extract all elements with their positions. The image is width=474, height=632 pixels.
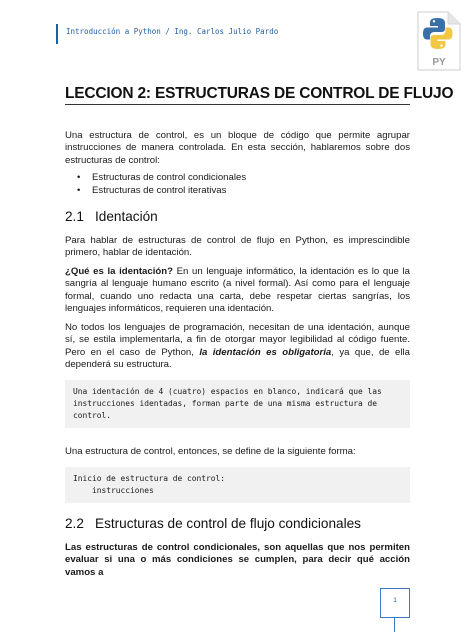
code-block-form [65, 467, 410, 503]
question-bold: ¿Qué es la identación? [65, 266, 173, 277]
paragraph-text: , ya que, de ella dependerá su estructura. [65, 346, 410, 371]
emphasis-text: la identación es obligatoria [199, 346, 332, 358]
code-line: instrucciones [73, 486, 154, 495]
section-title: Identación [95, 209, 158, 224]
code-block-note: Una identación de 4 (cuatro) espacios en blanco, indicará que las instrucciones identadas, forman parte de una misma estructura de control. [65, 380, 410, 428]
page-number: 1 [393, 597, 397, 604]
section-title: Estructuras de control de flujo condicionales [95, 516, 361, 531]
list-item: • Estructuras de control condicionales [77, 172, 407, 185]
title-underline [65, 104, 410, 105]
paragraph-text: No todos los lenguajes de programación, necesitan de una identación, aunque sí, se estila implementarla, a fin de otorgar mayor legibilidad al código fuente. Pero en el caso de Python, [65, 322, 410, 358]
identacion-paragraph-3 [65, 322, 410, 372]
identacion-paragraph-1: Para hablar de estructuras de control de flujo en Python, es imprescindible primero, hablar de identación. [65, 235, 410, 259]
logo-text: PY [432, 57, 446, 68]
code-line: Inicio de estructura de control: [73, 474, 226, 483]
running-header: Introducción a Python / Ing. Carlos Julio Pardo [66, 27, 279, 36]
section-heading-condicionales [65, 516, 410, 531]
question-answer: En un lenguaje informático, la identación es lo que la sangría al lenguaje humano escrito (a nivel formal). Así como para el lenguaje formal, cuando uno redacta una carta, debe respetar ciertas sangrías, los lenguajes informáticos, requieren una identación. [65, 266, 410, 315]
lesson-title: LECCION 2: ESTRUCTURAS DE CONTROL DE FLUJO [65, 85, 454, 102]
python-logo-icon [416, 10, 462, 72]
list-item: • Estructuras de control iterativas [77, 185, 407, 198]
condicionales-paragraph-1: Las estructuras de control condicionales, son aquellas que nos permiten evaluar si una o más condiciones se cumplen, para decir qué acción vamos a [65, 542, 410, 578]
intro-bullet-list [77, 172, 407, 197]
header-accent-bar [56, 24, 58, 44]
identacion-paragraph-4: Una estructura de control, entonces, se define de la siguiente forma: [65, 446, 356, 457]
page-number-box [380, 588, 410, 618]
identacion-paragraph-2 [65, 266, 410, 316]
page-number-line [394, 618, 395, 632]
section-number: 2.1 [65, 209, 84, 224]
section-number: 2.2 [65, 516, 84, 531]
intro-paragraph: Una estructura de control, es un bloque de código que permite agrupar instrucciones de manera controlada. En esta sección, hablaremos sobre dos estructuras de control: [65, 130, 410, 166]
section-heading-identacion [65, 209, 410, 224]
